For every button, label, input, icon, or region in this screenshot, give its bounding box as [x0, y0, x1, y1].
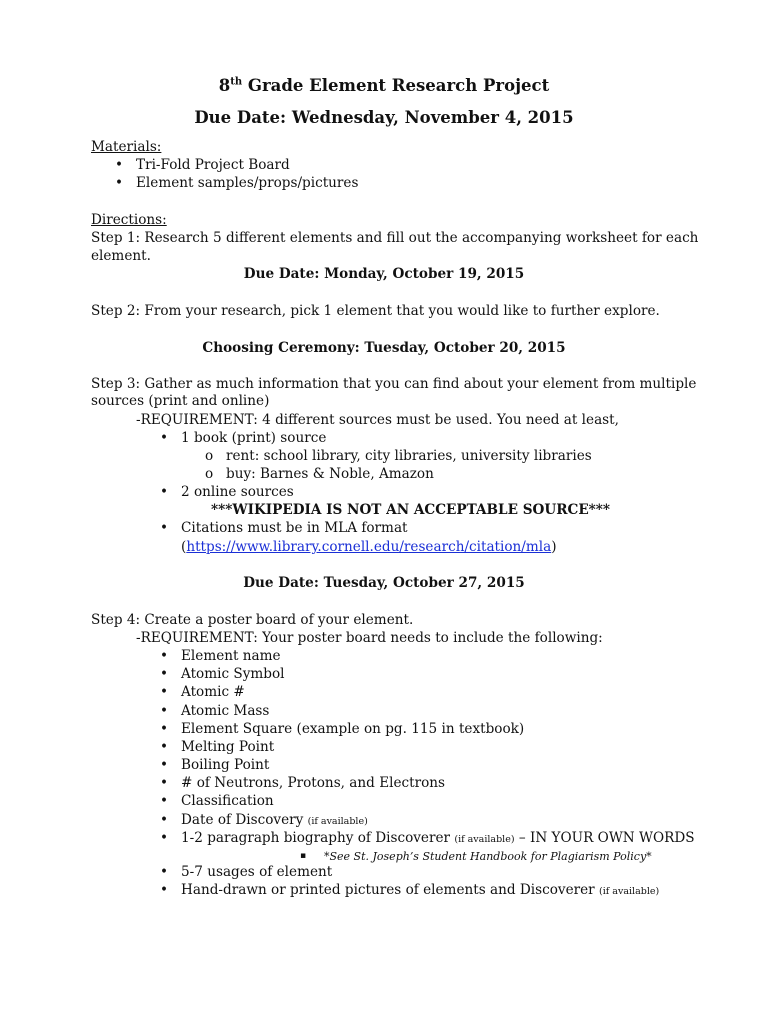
bullet: • [160, 739, 169, 755]
list-item: • 2 online sources [160, 484, 294, 500]
list-item: • Atomic Mass [160, 703, 270, 719]
bullet: • [160, 793, 169, 809]
list-item: • # of Neutrons, Protons, and Electrons [160, 775, 445, 791]
sub-list-item: o buy: Barnes & Noble, Amazon [205, 466, 434, 482]
bullet: • [160, 703, 169, 719]
bullet: • [160, 484, 169, 500]
wikipedia-warning: ***WIKIPEDIA IS NOT AN ACCEPTABLE SOURCE*** [211, 502, 611, 518]
directions-heading: Directions: [91, 212, 167, 228]
bullet: • [160, 430, 169, 446]
bullet: • [160, 864, 169, 880]
square-bullet: ▪ [300, 851, 307, 861]
materials-item: • Tri-Fold Project Board [115, 157, 290, 173]
sub-list-item: o rent: school library, city libraries, university libraries [205, 448, 592, 464]
materials-heading: Materials: [91, 139, 162, 155]
bullet: • [160, 666, 169, 682]
title-text: Grade Element Research Project [242, 76, 550, 95]
bullet: • [115, 175, 124, 191]
materials-item: • Element samples/props/pictures [115, 175, 359, 191]
list-item: • 5-7 usages of element [160, 864, 333, 880]
list-item: • Boiling Point [160, 757, 270, 773]
bullet: • [160, 520, 169, 536]
list-item: • Atomic Symbol [160, 666, 285, 682]
main-due-date: Due Date: Wednesday, November 4, 2015 [194, 108, 574, 127]
step3-requirement: -REQUIREMENT: 4 different sources must be used. You need at least, [136, 412, 619, 428]
list-item: • Classification [160, 793, 274, 809]
step4-requirement: -REQUIREMENT: Your poster board needs to include the following: [136, 630, 603, 646]
bullet: • [160, 684, 169, 700]
mla-citation-link[interactable]: https://www.library.cornell.edu/research/citation/mla [186, 539, 552, 555]
step1-line1: Step 1: Research 5 different elements and fill out the accompanying worksheet for each [91, 230, 699, 246]
sub-bullet: o [205, 448, 214, 464]
list-item: • 1-2 paragraph biography of Discoverer (if available) – IN YOUR OWN WORDS [160, 830, 695, 846]
list-item: • Citations must be in MLA format [160, 520, 408, 536]
step1-line2: element. [91, 248, 151, 264]
step3-line1: Step 3: Gather as much information that you can find about your element from multiple [91, 376, 697, 392]
bullet: • [160, 812, 169, 828]
list-item: • Hand-drawn or printed pictures of elements and Discoverer (if available) [160, 882, 660, 898]
bullet: • [160, 882, 169, 898]
bullet: • [115, 157, 124, 173]
list-item: • Date of Discovery (if available) [160, 812, 368, 828]
bullet: • [160, 757, 169, 773]
list-item: • Element Square (example on pg. 115 in textbook) [160, 721, 525, 737]
list-item: • Atomic # [160, 684, 245, 700]
list-item: • 1 book (print) source [160, 430, 327, 446]
step4-line1: Step 4: Create a poster board of your element. [91, 612, 414, 628]
step3-due-date: Due Date: Tuesday, October 27, 2015 [243, 575, 525, 591]
list-item: • Melting Point [160, 739, 275, 755]
bullet: • [160, 830, 169, 846]
step2-text: Step 2: From your research, pick 1 element that you would like to further explore. [91, 303, 660, 319]
title-superscript: th [230, 76, 243, 88]
bullet: • [160, 775, 169, 791]
citation-link-line: (https://www.library.cornell.edu/research/citation/mla) [181, 539, 557, 555]
title-grade-number: 8 [218, 76, 231, 95]
sub-bullet: o [205, 466, 214, 482]
bullet: • [160, 648, 169, 664]
step3-line2: sources (print and online) [91, 393, 270, 409]
plagiarism-note: ▪ *See St. Joseph’s Student Handbook for Plagiarism Policy* [300, 847, 652, 866]
document-title [0, 75, 768, 97]
bullet: • [160, 721, 169, 737]
list-item: • Element name [160, 648, 281, 664]
choosing-ceremony-date: Choosing Ceremony: Tuesday, October 20, 2015 [202, 340, 566, 356]
step1-due-date: Due Date: Monday, October 19, 2015 [243, 266, 525, 282]
